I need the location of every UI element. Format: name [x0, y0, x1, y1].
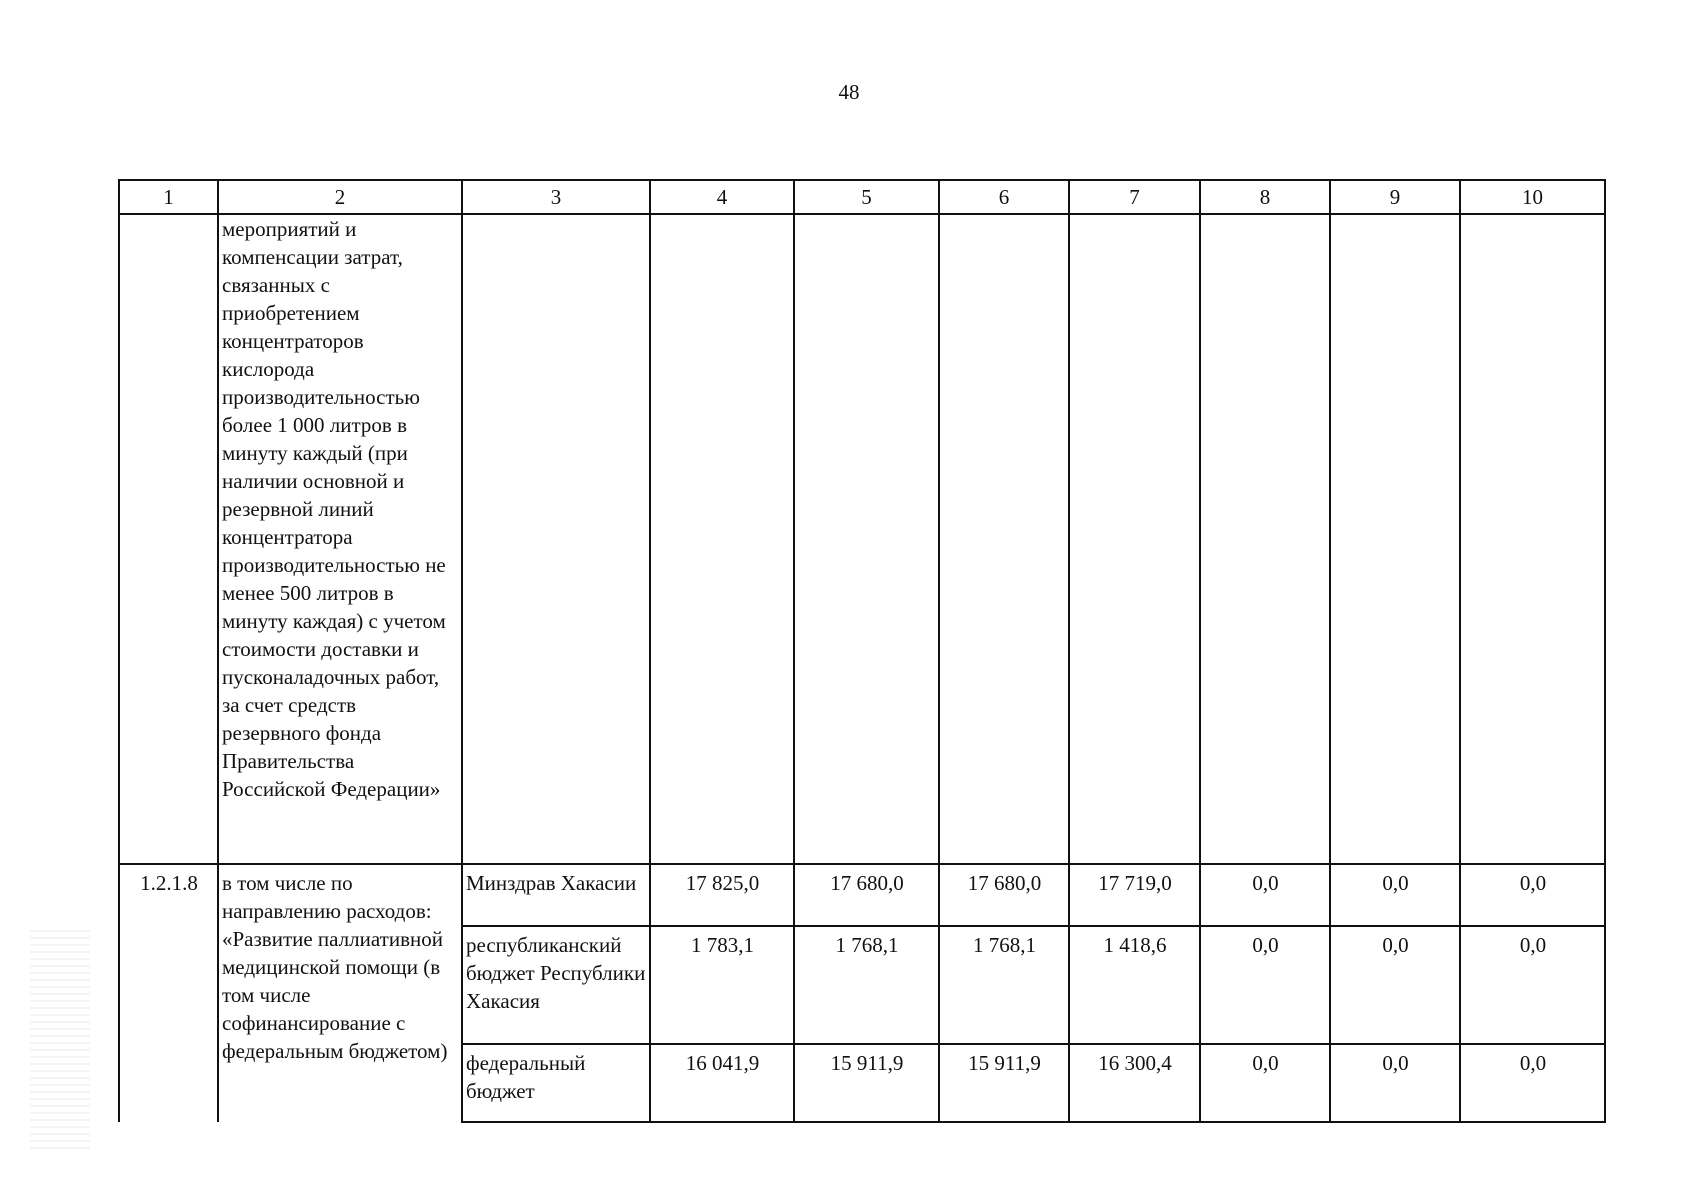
value-cell — [939, 214, 1069, 864]
value-cell: 17 719,0 — [1069, 864, 1200, 926]
value-cell: 17 680,0 — [794, 864, 939, 926]
funding-source: республиканский бюджет Республики Хакасия — [462, 926, 650, 1044]
value-cell: 15 911,9 — [794, 1044, 939, 1122]
value-cell: 0,0 — [1330, 926, 1460, 1044]
header-cell: 8 — [1200, 180, 1330, 214]
value-cell — [1460, 214, 1605, 864]
value-cell — [1069, 214, 1200, 864]
value-cell: 16 041,9 — [650, 1044, 794, 1122]
table-row — [119, 864, 1605, 926]
scan-artifact — [30, 930, 90, 1150]
budget-table — [118, 179, 1606, 1123]
value-cell: 1 768,1 — [939, 926, 1069, 1044]
header-cell: 3 — [462, 180, 650, 214]
value-cell: 16 300,4 — [1069, 1044, 1200, 1122]
source-cell — [462, 214, 650, 864]
value-cell — [794, 214, 939, 864]
value-cell: 1 768,1 — [794, 926, 939, 1044]
value-cell — [1330, 214, 1460, 864]
funding-source: Минздрав Хакасии — [462, 864, 650, 926]
value-cell: 0,0 — [1200, 864, 1330, 926]
value-cell: 1 418,6 — [1069, 926, 1200, 1044]
page-number: 48 — [838, 80, 860, 104]
value-cell: 0,0 — [1460, 864, 1605, 926]
header-cell: 7 — [1069, 180, 1200, 214]
header-row — [119, 180, 1605, 214]
value-cell — [650, 214, 794, 864]
value-cell: 0,0 — [1330, 864, 1460, 926]
value-cell — [1200, 214, 1330, 864]
header-cell: 6 — [939, 180, 1069, 214]
header-cell: 5 — [794, 180, 939, 214]
header-cell: 9 — [1330, 180, 1460, 214]
value-cell: 15 911,9 — [939, 1044, 1069, 1122]
value-cell: 17 825,0 — [650, 864, 794, 926]
value-cell: 0,0 — [1460, 926, 1605, 1044]
value-cell: 0,0 — [1200, 1044, 1330, 1122]
value-cell: 1 783,1 — [650, 926, 794, 1044]
description-cell: мероприятий и компенсации затрат, связанных с приобретением концентраторов кислорода производительностью более 1 000 литров в минуту каждый (при наличии основной и резервной линий концентратора производительностью не менее 500 литров в минуту каждая) с учетом стоимости доставки и пусконаладочных работ, за счет средств резервного фонда Правительства Российской Федерации» — [218, 214, 462, 864]
value-cell: 0,0 — [1200, 926, 1330, 1044]
header-cell: 10 — [1460, 180, 1605, 214]
value-cell: 0,0 — [1330, 1044, 1460, 1122]
item-description: в том числе по направлению расходов: «Развитие паллиативной медицинской помощи (в том числе софинансирование с федеральным бюджетом) — [218, 864, 462, 1122]
code-cell — [119, 214, 218, 864]
header-cell: 4 — [650, 180, 794, 214]
continuation-row — [119, 214, 1605, 864]
header-cell: 1 — [119, 180, 218, 214]
value-cell: 0,0 — [1460, 1044, 1605, 1122]
item-code: 1.2.1.8 — [119, 864, 218, 1122]
header-cell: 2 — [218, 180, 462, 214]
value-cell: 17 680,0 — [939, 864, 1069, 926]
funding-source: федеральный бюджет — [462, 1044, 650, 1122]
